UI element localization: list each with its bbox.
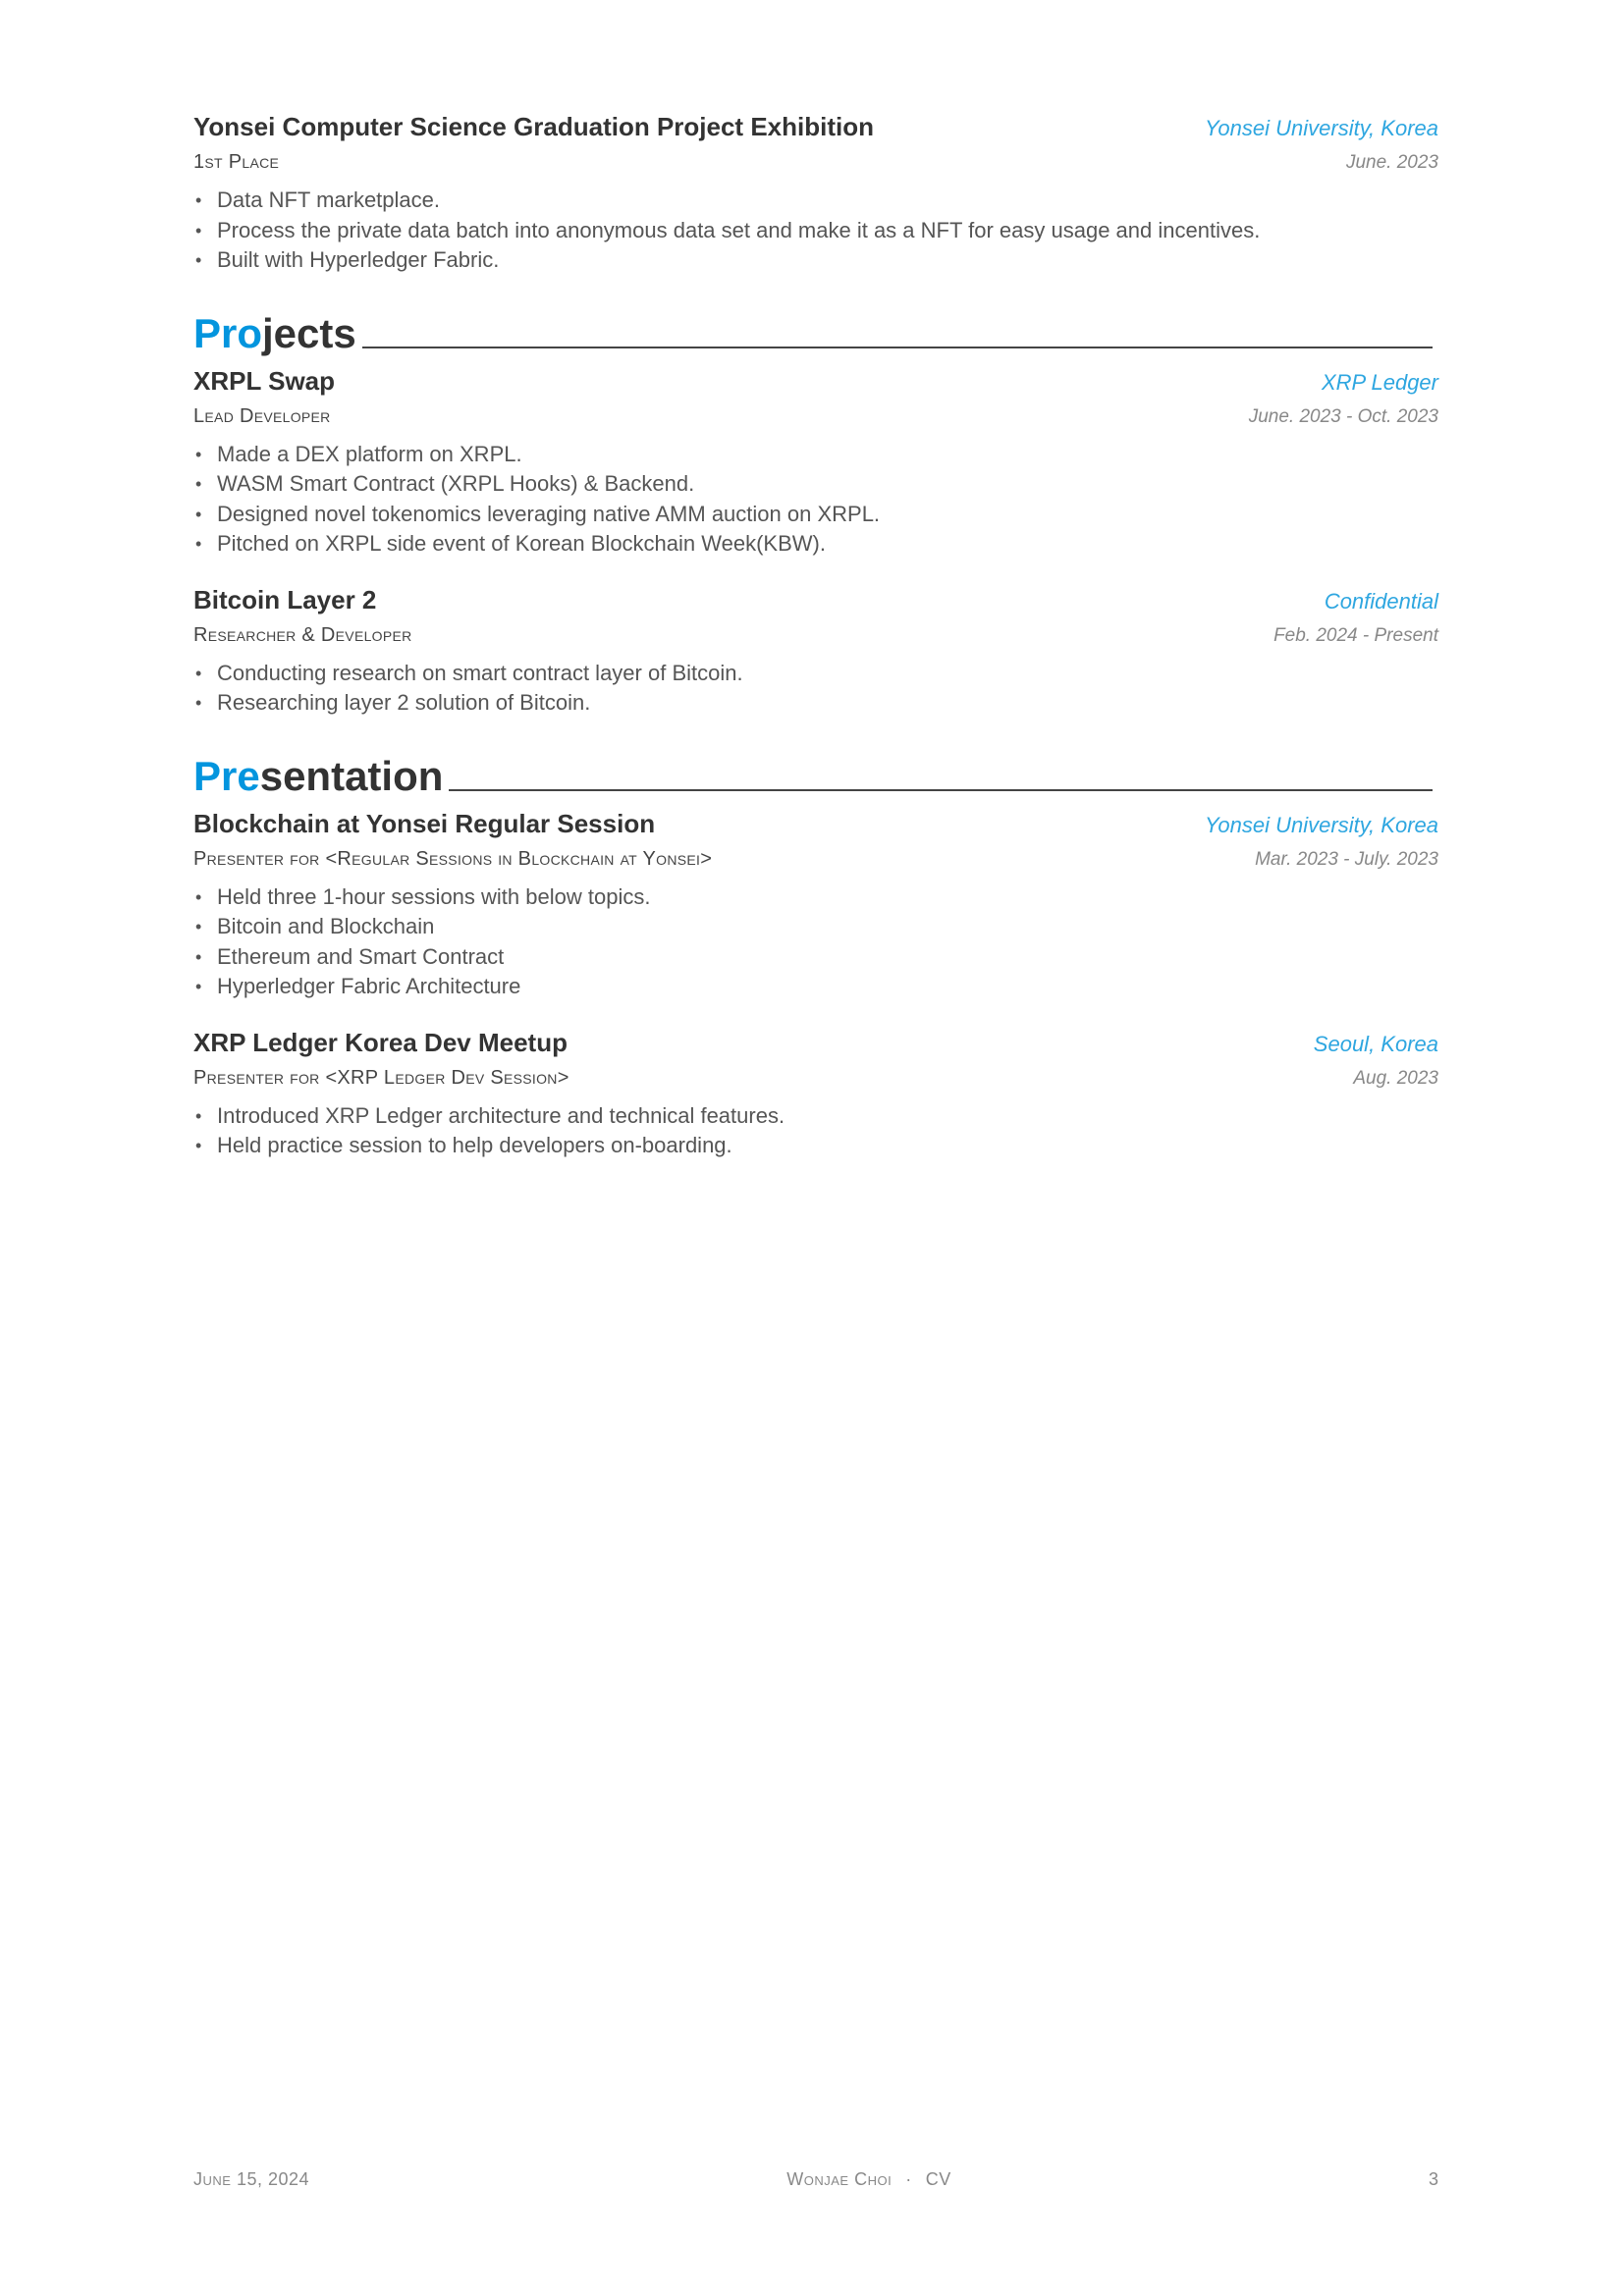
section-title [193, 752, 444, 799]
entry-date: June. 2023 [1345, 152, 1438, 173]
presentation-entry [193, 809, 1438, 1002]
footer-name: Wonjae Choi [786, 2169, 893, 2189]
entry-location: XRP Ledger [1321, 369, 1438, 395]
entry-header [193, 809, 1438, 848]
bullet-item: • Introduced XRP Ledger architecture and technical features. [193, 1101, 1438, 1132]
entry-date: Mar. 2023 - July. 2023 [1255, 848, 1438, 870]
bullet-item: • Built with Hyperledger Fabric. [193, 245, 1438, 276]
entry-subheader [193, 1067, 1438, 1101]
bullet-item: • Held three 1-hour sessions with below topics. [193, 882, 1438, 913]
section-rule [362, 347, 1433, 348]
section-title [193, 309, 356, 356]
bullet-item: • Process the private data batch into anonymous data set and make it as a NFT for easy usage and incentives. [193, 216, 1438, 246]
entry-bullets [193, 882, 1438, 1002]
entry-bullets [193, 1101, 1438, 1161]
bullet-item: • Researching layer 2 solution of Bitcoin. [193, 688, 1438, 719]
section-title-rest: sentation [259, 752, 444, 799]
presentation-entry [193, 1028, 1438, 1161]
entry-title: XRPL Swap [193, 365, 336, 396]
bullet-item: • Hyperledger Fabric Architecture [193, 972, 1438, 1002]
footer-date: June 15, 2024 [193, 2169, 310, 2189]
bullet-item: • Conducting research on smart contract layer of Bitcoin. [193, 659, 1438, 689]
entry-header [193, 112, 1438, 151]
entry-title: Bitcoin Layer 2 [193, 584, 377, 614]
entry-position: Presenter for <XRP Ledger Dev Session> [193, 1066, 569, 1089]
entry-subheader [193, 848, 1438, 882]
project-entry [193, 585, 1438, 719]
section-title-accent: Pre [193, 752, 260, 799]
entry-bullets [193, 659, 1438, 719]
entry-position: Lead Developer [193, 404, 331, 427]
entry-location: Seoul, Korea [1313, 1031, 1438, 1056]
section-projects [193, 303, 1438, 354]
bullet-item: • Bitcoin and Blockchain [193, 912, 1438, 942]
entry-subheader [193, 624, 1438, 659]
entry-title: Blockchain at Yonsei Regular Session [193, 808, 656, 838]
entry-position: Presenter for <Regular Sessions in Blockchain at Yonsei> [193, 847, 713, 870]
bullet-item: • Ethereum and Smart Contract [193, 942, 1438, 973]
award-entry [193, 112, 1438, 276]
page-footer [193, 2169, 1438, 2190]
entry-title: XRP Ledger Korea Dev Meetup [193, 1027, 568, 1057]
footer-center [786, 2169, 950, 2190]
entry-title: Yonsei Computer Science Graduation Project Exhibition [193, 112, 874, 141]
section-title-accent: Pro [193, 309, 263, 356]
entry-date: Feb. 2024 - Present [1273, 624, 1438, 646]
entry-subheader [193, 405, 1438, 440]
section-rule [449, 789, 1433, 791]
entry-location: Yonsei University, Korea [1204, 812, 1438, 837]
section-presentation [193, 746, 1438, 797]
bullet-item: • Data NFT marketplace. [193, 186, 1438, 216]
entry-bullets [193, 440, 1438, 560]
bullet-item: • Held practice session to help developers on-boarding. [193, 1131, 1438, 1161]
entry-header [193, 585, 1438, 624]
bullet-item: • WASM Smart Contract (XRPL Hooks) & Backend. [193, 469, 1438, 500]
project-entry [193, 366, 1438, 560]
entry-location: Confidential [1324, 588, 1438, 614]
footer-separator: · [905, 2169, 912, 2189]
entry-position: Researcher & Developer [193, 623, 412, 646]
page-number: 3 [1428, 2169, 1438, 2189]
bullet-item: • Made a DEX platform on XRPL. [193, 440, 1438, 470]
footer-doc: CV [925, 2169, 951, 2189]
entry-header [193, 366, 1438, 405]
entry-date: Aug. 2023 [1353, 1067, 1438, 1089]
entry-bullets [193, 186, 1438, 276]
cv-page [193, 112, 1438, 1187]
bullet-item: • Pitched on XRPL side event of Korean Blockchain Week(KBW). [193, 529, 1438, 560]
section-title-rest: jects [262, 309, 356, 356]
bullet-item: • Designed novel tokenomics leveraging native AMM auction on XRPL. [193, 500, 1438, 530]
entry-subheader [193, 151, 1438, 186]
entry-header [193, 1028, 1438, 1067]
entry-date: June. 2023 - Oct. 2023 [1248, 405, 1438, 427]
entry-location: Yonsei University, Korea [1204, 116, 1438, 140]
entry-position: 1st Place [193, 151, 280, 173]
